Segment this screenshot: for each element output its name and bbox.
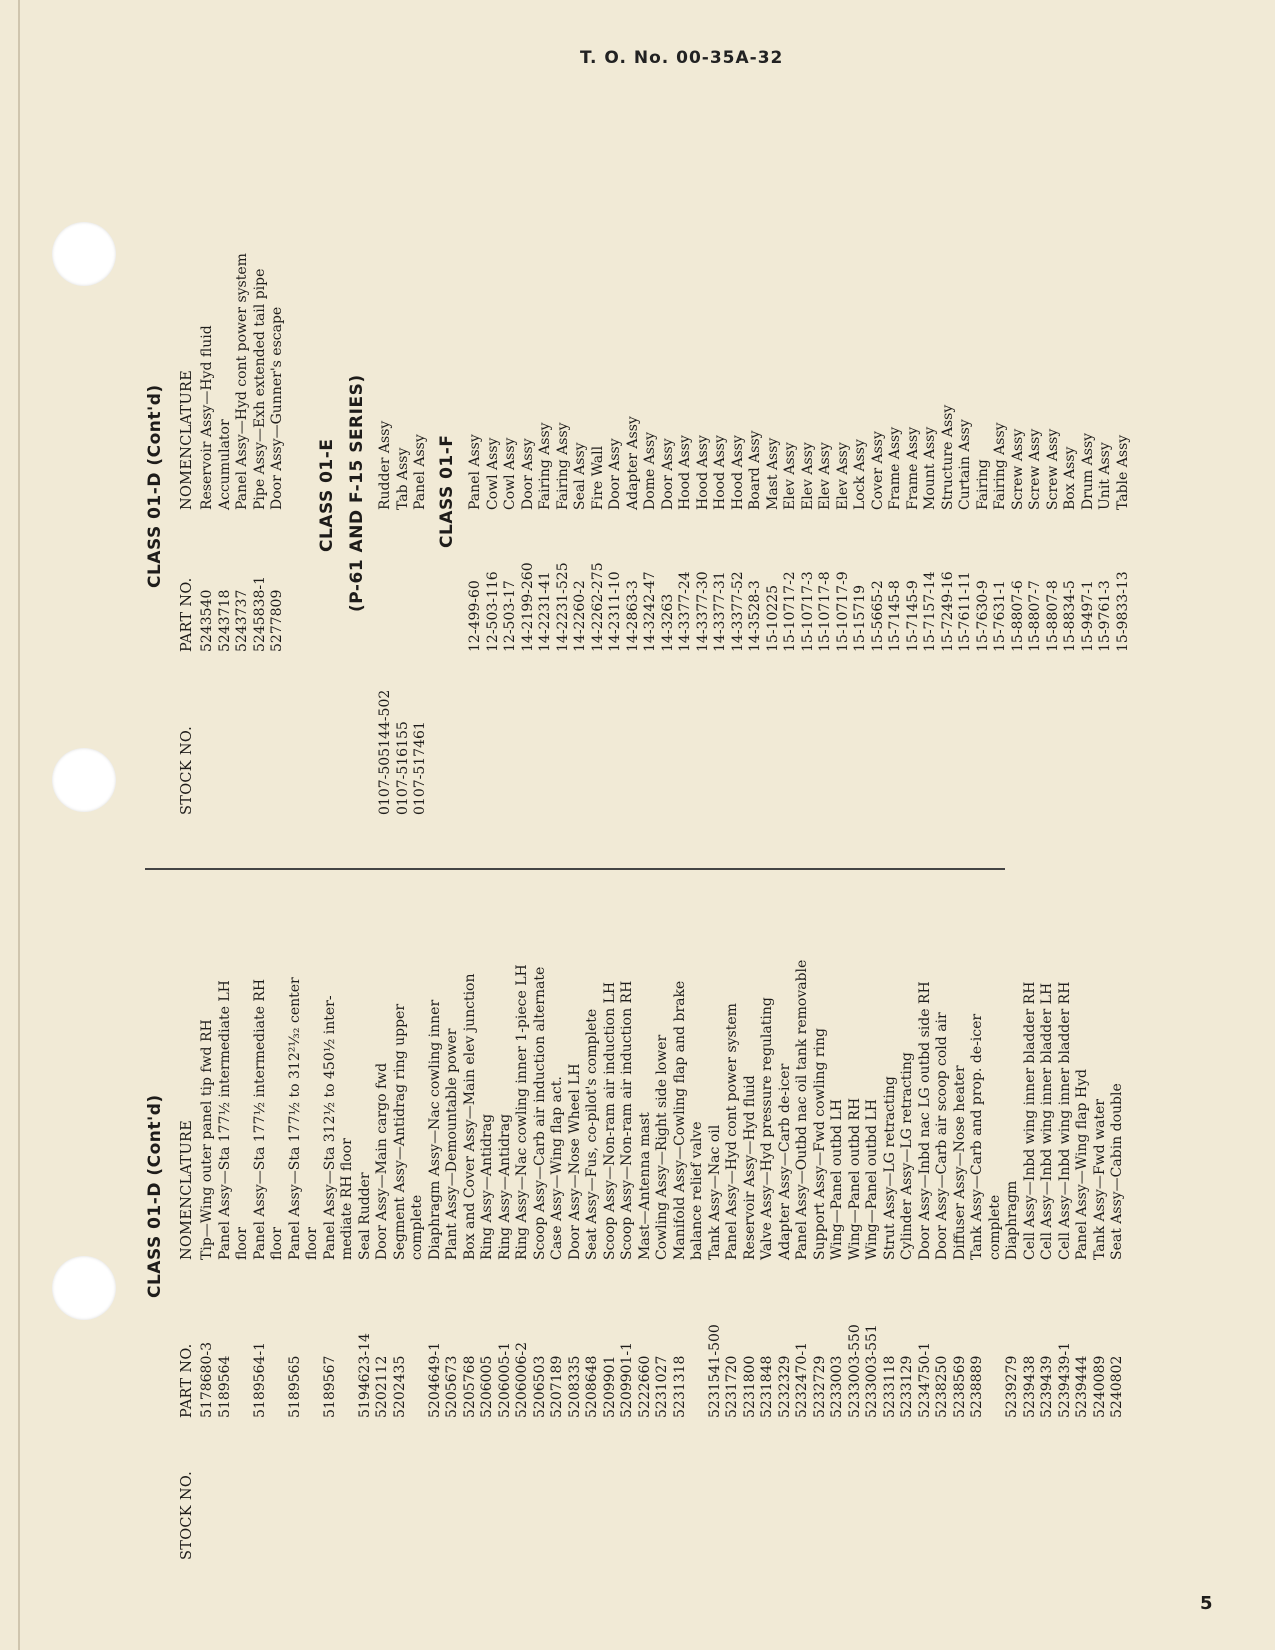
part-number-cell: 5233129 — [899, 1355, 915, 1418]
part-number-cell: 5205768 — [461, 1355, 478, 1418]
part-number-cell: 5231720 — [724, 1355, 740, 1418]
nomenclature-cell: Fairing Assy — [537, 422, 553, 510]
part-number-cell: 5234750-1 — [916, 1342, 933, 1418]
part-number-cell: 14-3377-24 — [677, 571, 693, 652]
part-number-cell: 15-10717-2 — [782, 571, 798, 652]
nomenclature-cell: Lock Assy — [852, 439, 868, 510]
part-number-cell: 14-2311-10 — [607, 571, 623, 652]
part-number-cell: 12-503-17 — [502, 580, 518, 652]
nomenclature-cell: Screw Assy — [1044, 428, 1061, 510]
col-header-nomenclature: NOMENCLATURE — [179, 1119, 195, 1260]
nomenclature-cell: Wing—Panel outbd RH — [846, 1097, 863, 1260]
left-half — [137, 870, 1147, 1560]
nomenclature-cell: Elev Assy — [817, 442, 833, 510]
nomenclature-cell: Cover Assy — [869, 431, 886, 510]
part-number-cell: 5238889 — [969, 1355, 985, 1418]
document-number: T. O. No. 00-35A-32 — [580, 48, 784, 68]
nomenclature-cell: Mast—Antenna mast — [636, 1112, 653, 1260]
part-number-cell: 5233118 — [881, 1355, 898, 1418]
part-number-cell: 5233003-550 — [846, 1324, 863, 1418]
part-number-cell: 14-2262-275 — [589, 562, 606, 652]
part-number-cell: 5189565 — [286, 1355, 303, 1418]
part-number-cell: 14-3377-31 — [712, 571, 728, 652]
nomenclature-cell: Mount Assy — [922, 426, 938, 510]
part-number-cell: 14-3377-30 — [694, 571, 711, 652]
part-number-cell: 15-8807-6 — [1009, 580, 1026, 652]
part-number-cell: 15-10717-8 — [817, 571, 833, 652]
nomenclature-cell: Box Assy — [1062, 446, 1078, 510]
part-number-cell: 5189567 — [321, 1355, 338, 1418]
nomenclature-cell: Pipe Assy—Exh extended tail pipe — [251, 268, 268, 510]
nomenclature-cell: Cowling Assy—Right side lower — [654, 1034, 670, 1260]
nomenclature-cell: Hood Assy — [694, 435, 711, 510]
nomenclature-cell: Cowl Assy — [484, 437, 501, 510]
part-number-cell: 5194623-14 — [356, 1333, 373, 1418]
part-number-cell: 14-3377-52 — [729, 571, 746, 652]
page-number: 5 — [1200, 1593, 1213, 1614]
col-header-stock-no-right: STOCK NO. — [179, 725, 195, 815]
nomenclature-cell: Elev Assy — [799, 442, 816, 510]
nomenclature-cell: Scoop Assy—Carb air induction alternate — [531, 966, 548, 1260]
part-number-cell: 5240089 — [1091, 1355, 1108, 1418]
nomenclature-cell: Valve Assy—Hyd pressure regulating — [759, 997, 775, 1260]
nomenclature-cell: Reservoir Assy—Hyd fluid — [741, 1075, 758, 1260]
nomenclature-cell: Fairing Assy — [992, 422, 1008, 510]
nomenclature-cell: Door Assy—Nose Wheel LH — [566, 1063, 583, 1260]
nomenclature-cell: Box and Cover Assy—Main elev junction — [461, 973, 478, 1260]
nomenclature-cell: balance relief valve — [689, 1121, 705, 1260]
nomenclature-cell: Scoop Assy—Non-ram air induction LH — [601, 981, 618, 1260]
nomenclature-cell: floor — [234, 1227, 250, 1260]
nomenclature-cell: Panel Assy—Hyd cont power system — [724, 1003, 740, 1260]
nomenclature-cell: Frame Assy — [887, 426, 903, 510]
part-number-cell: 5231848 — [759, 1355, 775, 1418]
nomenclature-cell: Panel Assy — [412, 434, 428, 510]
rotated-parts-table — [137, 180, 1147, 1560]
part-number-cell: 14-3528-3 — [747, 580, 763, 652]
stock-number-cell: 0107-517461 — [412, 721, 428, 815]
part-number-cell: 5238569 — [951, 1355, 968, 1418]
part-number-cell: 5208648 — [584, 1355, 600, 1418]
part-number-cell: 14-3263 — [659, 593, 676, 652]
part-number-cell: 5231541-500 — [706, 1324, 723, 1418]
nomenclature-cell: Fairing Assy — [554, 422, 571, 510]
part-number-cell: 5206005 — [479, 1355, 495, 1418]
nomenclature-cell: Seal Rudder — [356, 1172, 373, 1260]
nomenclature-cell: Rudder Assy — [377, 420, 393, 510]
part-number-cell: 15-5665-2 — [869, 580, 886, 652]
nomenclature-cell: Hood Assy — [712, 435, 728, 510]
nomenclature-cell: Diffuser Assy—Nose heater — [951, 1065, 968, 1260]
nomenclature-cell: Door Assy—Carb air scoop cold air — [934, 1012, 950, 1260]
nomenclature-cell: Panel Assy — [467, 434, 483, 510]
part-number-cell: 5238250 — [934, 1355, 950, 1418]
nomenclature-cell: Ring Assy—Nac cowling inner 1-piece LH — [514, 964, 530, 1260]
nomenclature-cell: complete — [409, 1194, 425, 1260]
part-number-cell: 5202112 — [374, 1355, 390, 1418]
part-number-cell: 5232729 — [811, 1355, 828, 1418]
part-number-cell: 5239444 — [1074, 1355, 1090, 1418]
nomenclature-cell: Cell Assy—Inbd wing inner bladder RH — [1021, 981, 1038, 1260]
nomenclature-cell: floor — [304, 1227, 320, 1260]
nomenclature-cell: Adapter Assy — [624, 416, 641, 510]
nomenclature-cell: Unit Assy — [1097, 442, 1113, 510]
nomenclature-cell: Tank Assy—Carb and prop. de-icer — [969, 1013, 985, 1260]
part-number-cell: 5240802 — [1109, 1355, 1125, 1418]
nomenclature-cell: Door Assy — [519, 438, 536, 510]
nomenclature-cell: Panel Assy—Sta 177½ to 312²¹⁄₃₂ center — [286, 977, 303, 1260]
part-number-cell: 14-2863-3 — [624, 580, 641, 652]
nomenclature-cell: Seal Assy — [572, 442, 588, 510]
part-number-cell: 5222660 — [636, 1355, 653, 1418]
section-title-class-01f: CLASS 01-F — [437, 434, 457, 548]
nomenclature-cell: Board Assy — [747, 430, 763, 510]
part-number-cell: 14-2260-2 — [572, 580, 588, 652]
col-header-stock-no: STOCK NO. — [179, 1470, 195, 1560]
nomenclature-cell: Diaphragm Assy—Nac cowling inner — [426, 999, 443, 1260]
part-number-cell: 5243718 — [216, 589, 233, 652]
nomenclature-cell: Panel Assy—Outbd nac oil tank removable — [794, 959, 810, 1260]
section-title-class-01e: CLASS 01-E — [317, 438, 337, 552]
nomenclature-cell: Accumulator — [216, 419, 233, 510]
part-number-cell: 14-3242-47 — [642, 571, 658, 652]
part-number-cell: 5233003 — [829, 1355, 845, 1418]
part-number-cell: 15-10717-9 — [834, 571, 851, 652]
nomenclature-cell: Diaphragm — [1004, 1180, 1020, 1260]
nomenclature-cell: Panel Assy—Hyd cont power system — [234, 253, 250, 510]
part-number-cell: 5239439-1 — [1056, 1342, 1073, 1418]
nomenclature-cell: Reservoir Assy—Hyd fluid — [199, 325, 215, 510]
nomenclature-cell: Hood Assy — [729, 435, 746, 510]
part-number-cell: 5209901 — [601, 1355, 618, 1418]
part-number-cell: 15-10225 — [764, 584, 781, 652]
nomenclature-cell: complete — [986, 1194, 1003, 1260]
part-number-cell: 5189564 — [216, 1355, 233, 1418]
part-number-cell: 5239438 — [1021, 1355, 1038, 1418]
nomenclature-cell: Tip—Wing outer panel tip fwd RH — [199, 1019, 215, 1260]
nomenclature-cell: Wing—Panel outbd LH — [829, 1099, 845, 1260]
nomenclature-cell: Elev Assy — [782, 442, 798, 510]
part-number-cell: 15-9761-3 — [1097, 580, 1113, 652]
part-number-cell: 5239439 — [1039, 1355, 1055, 1418]
nomenclature-cell: Scoop Assy—Non-ram air induction RH — [619, 980, 635, 1260]
nomenclature-cell: Hood Assy — [677, 435, 693, 510]
nomenclature-cell: Mast Assy — [764, 437, 781, 510]
binder-hole-top — [52, 222, 116, 286]
part-number-cell: 15-8807-7 — [1027, 580, 1043, 652]
nomenclature-cell: Support Assy—Fwd cowling ring — [811, 1027, 828, 1260]
nomenclature-cell: Cylinder Assy—LG retracting — [899, 1052, 915, 1260]
nomenclature-cell: Fairing — [974, 459, 991, 510]
part-number-cell: 15-10717-3 — [799, 571, 816, 652]
nomenclature-cell: Panel Assy—Sta 312½ to 450½ inter- — [321, 995, 338, 1260]
nomenclature-cell: Dome Assy — [642, 431, 658, 510]
nomenclature-cell: Cowl Assy — [502, 437, 518, 510]
part-number-cell: 5232470-1 — [794, 1342, 810, 1418]
part-number-cell: 12-499-60 — [467, 580, 483, 652]
part-number-cell: 5231318 — [671, 1355, 688, 1418]
part-number-cell: 5239279 — [1004, 1355, 1020, 1418]
nomenclature-cell: Door Assy—Inbd nac LG outbd side RH — [916, 981, 933, 1260]
nomenclature-cell: Fire Wall — [589, 445, 606, 510]
part-number-cell: 5231800 — [741, 1355, 758, 1418]
part-number-cell: 15-9833-13 — [1114, 571, 1131, 652]
nomenclature-cell: Drum Assy — [1079, 432, 1096, 510]
nomenclature-cell: Strut Assy—LG retracting — [881, 1076, 898, 1260]
binder-hole-middle — [52, 748, 116, 812]
nomenclature-cell: Cell Assy—Inbd wing inner bladder LH — [1039, 982, 1055, 1260]
part-number-cell: 15-8834-5 — [1062, 580, 1078, 652]
nomenclature-cell: Seat Assy—Cabin double — [1109, 1083, 1125, 1260]
part-number-cell: 15-8807-8 — [1044, 580, 1061, 652]
part-number-cell: 5232329 — [776, 1355, 793, 1418]
part-number-cell: 5208335 — [566, 1355, 583, 1418]
nomenclature-cell: Cell Assy—Inbd wing inner bladder RH — [1056, 981, 1073, 1260]
right-half — [137, 180, 1147, 870]
nomenclature-cell: Tab Assy — [394, 447, 411, 510]
nomenclature-cell: Ring Assy—Antidrag — [479, 1113, 495, 1260]
col-header-nomenclature-right: NOMENCLATURE — [179, 369, 195, 510]
part-number-cell: 5178680-3 — [199, 1342, 215, 1418]
part-number-cell: 5204649-1 — [426, 1342, 443, 1418]
nomenclature-cell: Door Assy — [659, 438, 676, 510]
stock-number-cell: 0107-505144-502 — [377, 689, 393, 815]
part-number-cell: 5205673 — [444, 1355, 460, 1418]
part-number-cell: 12-503-116 — [484, 571, 501, 652]
nomenclature-cell: Segment Assy—Antidrag ring upper — [391, 1003, 408, 1260]
nomenclature-cell: Ring Assy—Antidrag — [496, 1113, 513, 1260]
nomenclature-cell: mediate RH floor — [339, 1138, 355, 1260]
nomenclature-cell: Structure Assy — [939, 404, 956, 510]
nomenclature-cell: Screw Assy — [1027, 428, 1043, 510]
nomenclature-cell: Wing—Panel outbd LH — [864, 1099, 880, 1260]
part-number-cell: 14-2231-525 — [554, 562, 571, 652]
nomenclature-cell: Elev Assy — [834, 442, 851, 510]
nomenclature-cell: Plant Assy—Demountable power — [444, 1028, 460, 1260]
binder-hole-bottom — [52, 1256, 116, 1320]
section-subtitle-class-01e: (P-61 AND F-15 SERIES) — [347, 374, 367, 612]
part-number-cell: 15-7611-11 — [957, 571, 973, 652]
nomenclature-cell: Adapter Assy—Carb de-icer — [776, 1063, 793, 1260]
part-number-cell: 5243737 — [234, 589, 250, 652]
nomenclature-cell: Door Assy—Gunner's escape — [269, 306, 285, 510]
part-number-cell: 15-7145-9 — [904, 580, 921, 652]
nomenclature-cell: Tank Assy—Fwd water — [1091, 1099, 1108, 1260]
col-header-part-no-right: PART NO. — [179, 577, 195, 652]
part-number-cell: 15-9497-1 — [1079, 580, 1096, 652]
nomenclature-cell: Curtain Assy — [957, 419, 973, 510]
nomenclature-cell: Panel Assy—Sta 177½ intermediate LH — [216, 980, 233, 1260]
part-number-cell: 5243540 — [199, 589, 215, 652]
part-number-cell: 15-7157-14 — [922, 571, 938, 652]
nomenclature-cell: Case Assy—Wing flap act. — [549, 1076, 565, 1260]
part-number-cell: 5209901-1 — [619, 1342, 635, 1418]
part-number-cell: 5277809 — [269, 589, 285, 652]
nomenclature-cell: Tank Assy—Nac oil — [706, 1124, 723, 1260]
part-number-cell: 5189564-1 — [251, 1342, 268, 1418]
part-number-cell: 5206006-2 — [514, 1342, 530, 1418]
part-number-cell: 15-7631-1 — [992, 580, 1008, 652]
nomenclature-cell: Screw Assy — [1009, 428, 1026, 510]
part-number-cell: 15-15719 — [852, 584, 868, 652]
part-number-cell: 5206005-1 — [496, 1342, 513, 1418]
part-number-cell: 15-7145-8 — [887, 580, 903, 652]
part-number-cell: 5206503 — [531, 1355, 548, 1418]
nomenclature-cell: Frame Assy — [904, 426, 921, 510]
part-number-cell: 5202435 — [391, 1355, 408, 1418]
nomenclature-cell: Manifold Assy—Cowling flap and brake — [671, 980, 688, 1260]
nomenclature-cell: Door Assy — [607, 438, 623, 510]
part-number-cell: 5231027 — [654, 1355, 670, 1418]
col-header-part-no: PART NO. — [179, 1343, 195, 1418]
nomenclature-cell: floor — [269, 1227, 285, 1260]
part-number-cell: 14-2199-260 — [519, 562, 536, 652]
nomenclature-cell: Panel Assy—Wing flap Hyd — [1074, 1069, 1090, 1260]
nomenclature-cell: Panel Assy—Sta 177½ intermediate RH — [251, 978, 268, 1260]
section-title-class-01d-cont: CLASS 01-D (Cont'd) — [145, 384, 165, 588]
nomenclature-cell: Table Assy — [1114, 434, 1131, 510]
nomenclature-cell: Seat Assy—Fus, co-pilot's complete — [584, 1008, 600, 1260]
part-number-cell: 14-2231-41 — [537, 571, 553, 652]
stock-number-cell: 0107-516155 — [394, 721, 411, 815]
part-number-cell: 15-7249-16 — [939, 571, 956, 652]
section-title-class-01d: CLASS 01-D (Cont'd) — [145, 1094, 165, 1298]
part-number-cell: 15-7630-9 — [974, 580, 991, 652]
part-number-cell: 5207189 — [549, 1355, 565, 1418]
page-edge — [18, 0, 20, 1650]
part-number-cell: 5245838-1 — [251, 576, 268, 652]
nomenclature-cell: Door Assy—Main cargo fwd — [374, 1062, 390, 1260]
part-number-cell: 5233003-551 — [864, 1324, 880, 1418]
